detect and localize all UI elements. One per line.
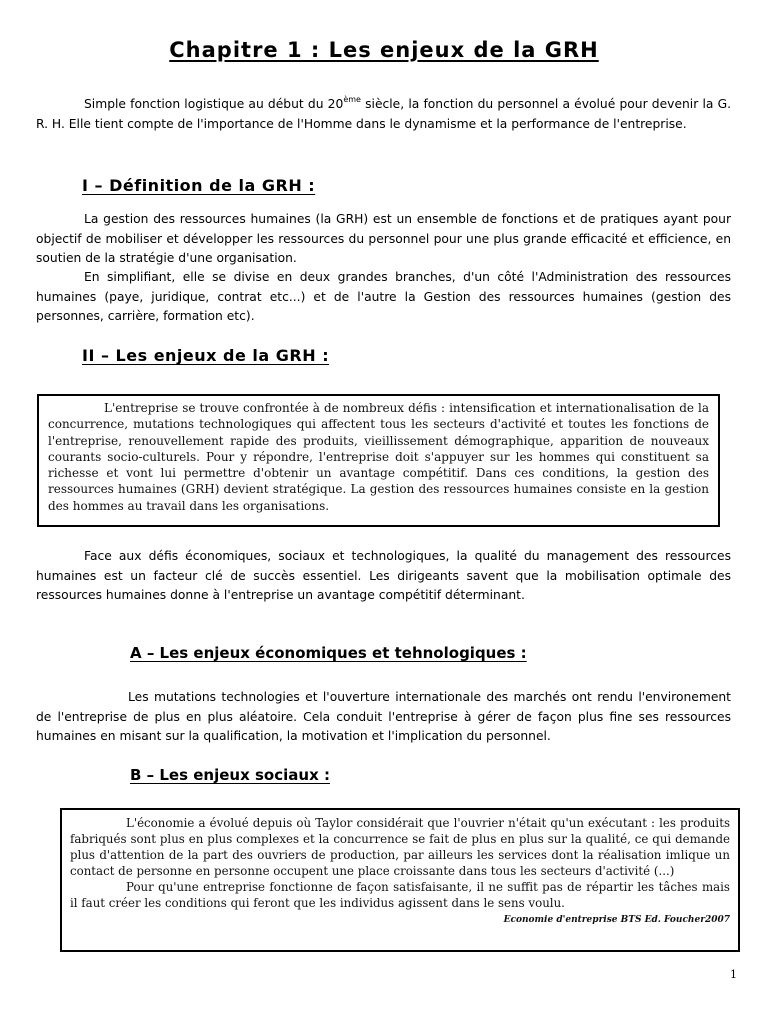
quote-box-social (60, 808, 740, 952)
subsection-heading-economic: A – Les enjeux économiques et tehnologiques : (130, 644, 527, 662)
intro-paragraph (36, 95, 731, 134)
economic-paragraph: Les mutations technologies et l'ouverture internationale des marchés ont rendu l'environement de l'entreprise de plus en plus aléatoire. Cela conduit l'entreprise à gérer de façon plus fine ses ressources humaines en misant sur la qualification, la motivation et l'implication du personnel. (36, 690, 731, 743)
quote-box-challenges (37, 394, 720, 527)
intro-text-start: Simple fonction logistique au début du 20 (84, 97, 344, 111)
section-heading-definition: I – Définition de la GRH : (82, 176, 316, 195)
subsection-heading-social: B – Les enjeux sociaux : (130, 766, 330, 784)
quote-box-challenges-text: L'entreprise se trouve confrontée à de nombreux défis : intensification et internationalisation de la concurrence, mutations technologiques qui affectent tous les secteurs d'activité et toutes les fonctions de l'entreprise, renouvellement rapide des produits, vieillissement démographique, apparition de nouveaux courants socio-culturels. Pour y répondre, l'entreprise doit s'appuyer sur les hommes qui constituent sa richesse et vont lui permettre d'obtenir un avantage compétitif. Dans ces conditions, la gestion des ressources humaines (GRH) devient stratégique. La gestion des ressources humaines consiste en la gestion des hommes au travail dans les organisations. (48, 401, 709, 513)
section-heading-enjeux: II – Les enjeux de la GRH : (82, 346, 330, 365)
definition-paragraph-2: En simplifiant, elle se divise en deux grandes branches, d'un côté l'Administration des ressources humaines (paye, juridique, contrat etc...) et de l'autre la Gestion des ressources humaines (gestion des personnes, carrière, formation etc). (36, 270, 731, 323)
intro-text-end: siècle, la fonction du personnel a évolué pour devenir la G. R. H. Elle tient compte de l'importance de l'Homme dans le dynamisme et la performance de l'entreprise. (36, 97, 732, 131)
chapter-title: Chapitre 1 : Les enjeux de la GRH (169, 38, 599, 62)
intro-superscript: ème (343, 95, 361, 104)
quote-box-social-text-1: L'économie a évolué depuis où Taylor considérait que l'ouvrier n'était qu'un exécutant : les produits fabriqués sont plus en plus complexes et la concurrence se fait de plus en plus sur la qualité, ce qui demande plus d'attention de la part des ouvriers de production, par ailleurs les services dont la réalisation imlique un contact de personne en personne occupent une place croissante dans tous les secteurs d'activité (...) (70, 816, 730, 878)
enjeux-paragraph: Face aux défis économiques, sociaux et technologiques, la qualité du management des ressources humaines est un facteur clé de succès essentiel. Les dirigeants savent que la mobilisation optimale des ressources humaines donne à l'entreprise un avantage compétitif déterminant. (36, 549, 731, 602)
quote-box-social-text-2: Pour qu'une entreprise fonctionne de façon satisfaisante, il ne suffit pas de répartir les tâches mais il faut créer les conditions qui feront que les individus agissent dans le sens voulu. (70, 880, 730, 910)
page-number: 1 (730, 968, 737, 981)
quote-source: Economie d'entreprise BTS Ed. Foucher2007 (503, 915, 730, 925)
definition-paragraph-1: La gestion des ressources humaines (la GRH) est un ensemble de fonctions et de pratiques ayant pour objectif de mobiliser et développer les ressources du personnel pour une plus grande efficacité et efficience, en soutien de la stratégie d'une organisation. (36, 212, 731, 265)
